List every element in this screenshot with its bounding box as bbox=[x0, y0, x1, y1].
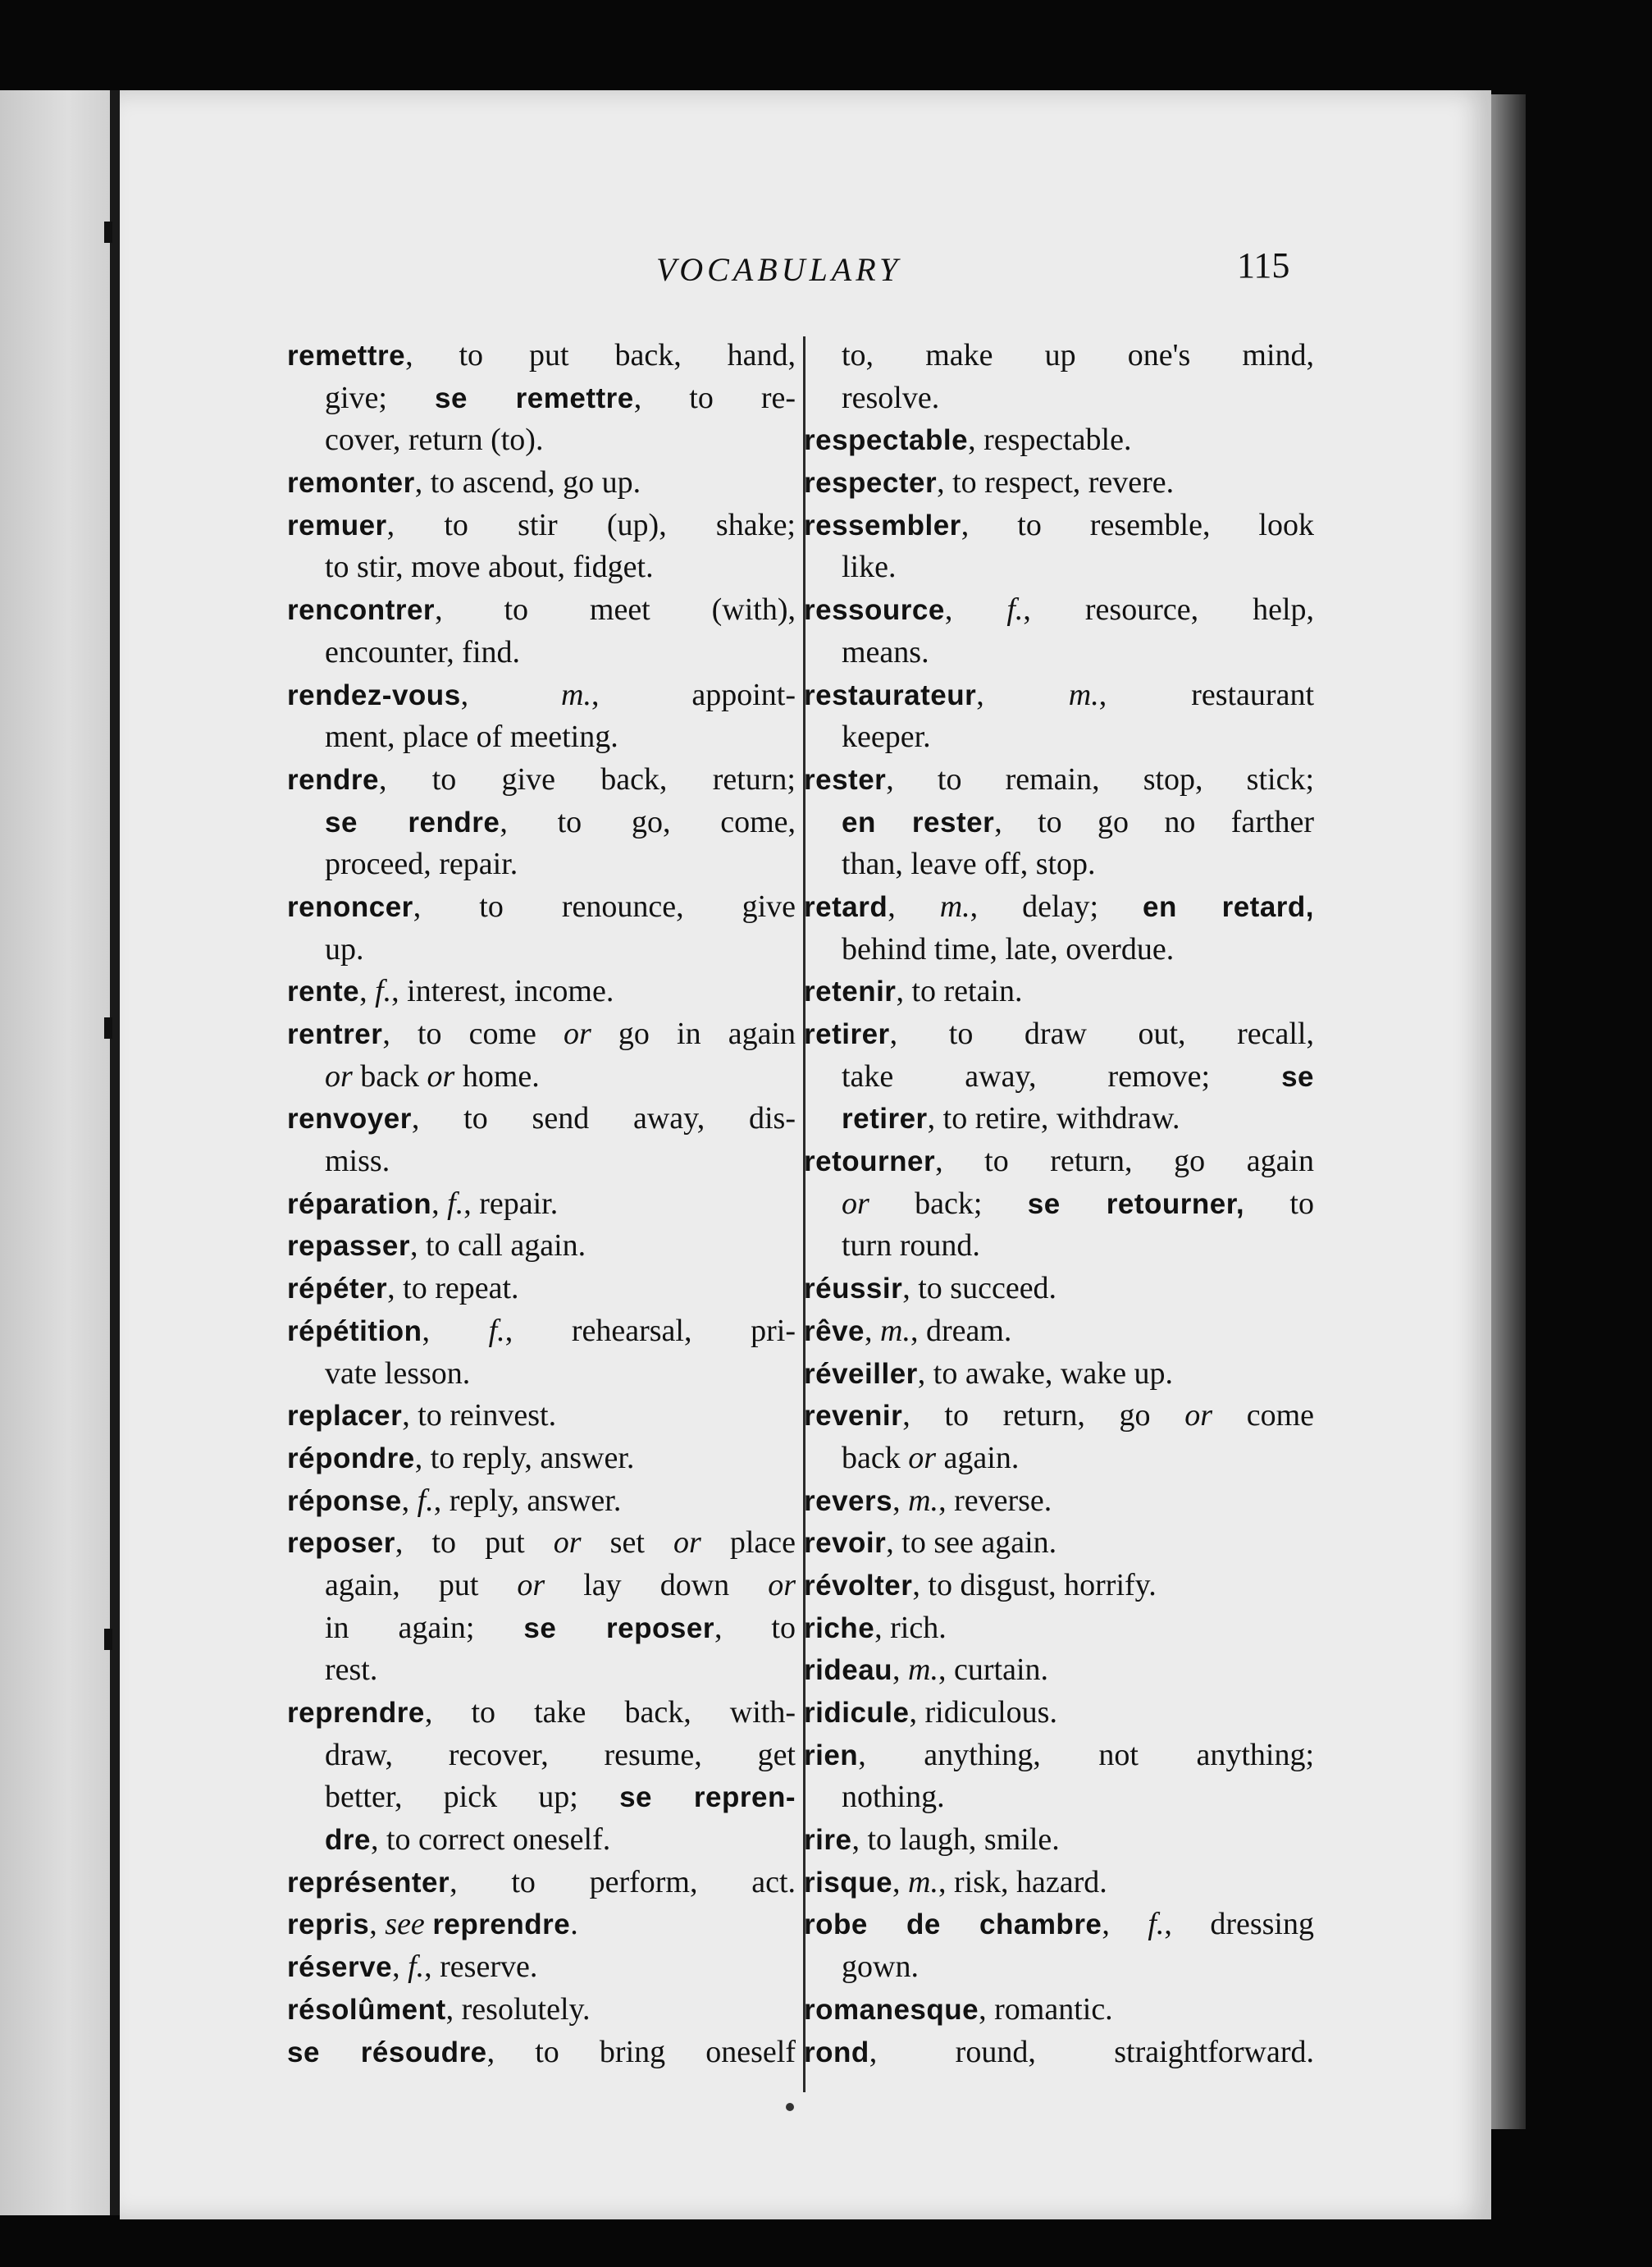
definition-text bbox=[425, 1907, 433, 1941]
entry-line bbox=[804, 1395, 1314, 1437]
entry-line bbox=[804, 1013, 1314, 1056]
definition-text: set bbox=[581, 1525, 673, 1561]
entry-line bbox=[287, 1946, 796, 1989]
entry-line bbox=[287, 335, 796, 377]
headword: répéter bbox=[287, 1273, 388, 1305]
definition-text: back; bbox=[869, 1186, 1028, 1221]
definition-text: , to reinvest. bbox=[402, 1398, 557, 1433]
entry-line bbox=[287, 462, 796, 505]
definition-text: up. bbox=[325, 931, 364, 967]
headword: reprendre bbox=[432, 1908, 571, 1941]
headword: romanesque bbox=[804, 1993, 979, 2026]
definition-text: better, pick up; bbox=[325, 1780, 620, 1815]
entry-line bbox=[287, 1607, 796, 1650]
entry-line bbox=[287, 1268, 796, 1310]
grammar-abbrev: m. bbox=[908, 1864, 938, 1899]
previous-page-edge bbox=[0, 90, 113, 2215]
definition-text: , to ascend, go up. bbox=[414, 465, 641, 500]
entry-line bbox=[287, 377, 796, 420]
entry-line bbox=[287, 1437, 796, 1480]
definition-text: again, put bbox=[325, 1567, 518, 1602]
entry-line bbox=[804, 886, 1314, 929]
headword: rester bbox=[804, 763, 887, 796]
definition-text: , to laugh, smile. bbox=[851, 1822, 1060, 1858]
definition-text: , to bring oneself bbox=[486, 2034, 796, 2069]
entry-line bbox=[804, 1183, 1314, 1226]
definition-text: , rehearsal, pri- bbox=[504, 1313, 796, 1348]
entry-line bbox=[804, 1522, 1314, 1565]
entry-line bbox=[804, 1904, 1314, 1946]
entry-line bbox=[287, 1565, 796, 1607]
definition-text: , to remain, stop, stick; bbox=[886, 761, 1314, 797]
definition-text: , to return, go again bbox=[935, 1144, 1314, 1179]
headword: rien bbox=[804, 1739, 859, 1771]
definition-text: , bbox=[1102, 1907, 1148, 1942]
headword: replacer bbox=[287, 1400, 403, 1433]
entry-line bbox=[287, 1819, 796, 1862]
grammar-abbrev: m. bbox=[880, 1313, 910, 1348]
headword: se retourner, bbox=[1027, 1187, 1245, 1220]
definition-text: , to put back, hand, bbox=[405, 338, 796, 373]
headword: remettre bbox=[287, 340, 406, 372]
entry-line bbox=[804, 802, 1314, 844]
definition-text: , repair. bbox=[463, 1186, 559, 1221]
entry-line bbox=[804, 1819, 1314, 1862]
definition-text: , reverse. bbox=[938, 1483, 1052, 1518]
binding-mark bbox=[104, 1017, 112, 1039]
definition-text: , to repeat. bbox=[387, 1271, 519, 1306]
definition-text: , bbox=[888, 889, 940, 924]
definition-text: ment, place of meeting. bbox=[325, 720, 618, 755]
headword: respectable bbox=[804, 424, 969, 457]
entry-line bbox=[287, 1310, 796, 1353]
definition-text: , bbox=[401, 1483, 418, 1518]
headword: se repren- bbox=[619, 1781, 796, 1814]
entry-line bbox=[804, 1056, 1314, 1099]
entry-line bbox=[287, 505, 796, 547]
definition-text: cover, return (to). bbox=[325, 423, 544, 458]
definition-text: , dream. bbox=[910, 1313, 1012, 1348]
book-gutter bbox=[110, 90, 120, 2215]
entry-line bbox=[804, 335, 1314, 377]
entry-line bbox=[287, 1776, 796, 1819]
headword: en retard, bbox=[1143, 890, 1314, 923]
grammar-abbrev: f. bbox=[417, 1483, 434, 1518]
headword: réussir bbox=[804, 1273, 903, 1305]
grammar-abbrev: or bbox=[842, 1186, 869, 1221]
definition-text: , dressing bbox=[1164, 1907, 1314, 1942]
definition-text: , respectable. bbox=[968, 423, 1132, 458]
entry-line bbox=[287, 546, 796, 589]
headword: rendre bbox=[287, 763, 379, 796]
headword: repris bbox=[287, 1908, 370, 1941]
print-speck bbox=[786, 2103, 794, 2111]
definition-text: encounter, find. bbox=[325, 634, 521, 670]
definition-text: vate lesson. bbox=[325, 1355, 471, 1391]
grammar-abbrev: m. bbox=[939, 889, 970, 924]
definition-text: , reply, answer. bbox=[433, 1483, 622, 1518]
definition-text: , to retain. bbox=[896, 974, 1023, 1009]
grammar-abbrev: or bbox=[673, 1525, 701, 1561]
entry-line bbox=[287, 802, 796, 844]
entry-line bbox=[804, 546, 1314, 589]
definition-text: , rich. bbox=[874, 1610, 947, 1645]
entry-line bbox=[804, 1225, 1314, 1268]
entry-line bbox=[804, 716, 1314, 759]
definition-text: , reserve. bbox=[424, 1949, 538, 1985]
definition-text: , round, straightforward. bbox=[869, 2034, 1314, 2069]
entry-line bbox=[804, 1565, 1314, 1607]
definition-text: , to stir (up), shake; bbox=[386, 507, 796, 542]
definition-text: give; bbox=[325, 380, 435, 415]
entry-line bbox=[287, 1183, 796, 1226]
entry-line bbox=[287, 843, 796, 886]
headword: réserve bbox=[287, 1951, 393, 1984]
definition-text: , to re- bbox=[633, 380, 796, 415]
grammar-abbrev: or bbox=[1184, 1398, 1213, 1433]
entry-line bbox=[804, 971, 1314, 1013]
entry-line bbox=[804, 1310, 1314, 1353]
headword: réveiller bbox=[804, 1357, 918, 1390]
entry-line bbox=[804, 1353, 1314, 1396]
grammar-abbrev: or bbox=[564, 1017, 591, 1051]
definition-text: , interest, income. bbox=[391, 974, 614, 1009]
definition-text: , to come bbox=[382, 1017, 564, 1051]
definition-text: , bbox=[422, 1313, 489, 1348]
definition-text: in again; bbox=[325, 1610, 524, 1645]
entry-line bbox=[804, 1480, 1314, 1523]
headword: retirer bbox=[842, 1103, 928, 1136]
entry-line bbox=[287, 1395, 796, 1437]
grammar-abbrev: f. bbox=[488, 1313, 505, 1348]
definition-text: , bbox=[392, 1949, 408, 1985]
entry-line bbox=[804, 377, 1314, 420]
definition-text: , bbox=[892, 1483, 909, 1518]
headword: se bbox=[1281, 1060, 1314, 1093]
definition-text: , to succeed. bbox=[902, 1271, 1057, 1306]
definition-text: to bbox=[1244, 1186, 1314, 1221]
headword: retenir bbox=[804, 976, 897, 1008]
headword: revenir bbox=[804, 1400, 903, 1433]
entry-line bbox=[287, 419, 796, 462]
definition-text: , to call again. bbox=[409, 1228, 586, 1264]
entry-line bbox=[804, 1862, 1314, 1904]
definition-text: back bbox=[352, 1058, 427, 1094]
headword: renoncer bbox=[287, 890, 413, 923]
headword: reprendre bbox=[287, 1697, 425, 1729]
definition-text: , resolutely. bbox=[445, 1991, 591, 2027]
entry-line bbox=[287, 716, 796, 759]
definition-text: , to respect, revere. bbox=[937, 465, 1175, 500]
grammar-abbrev: or bbox=[908, 1440, 937, 1475]
entry-line bbox=[287, 1735, 796, 1777]
headword: se reposer bbox=[523, 1611, 714, 1644]
definition-text: like. bbox=[842, 550, 897, 585]
headword: rêve bbox=[804, 1314, 865, 1347]
definition-text: to, make up one's mind, bbox=[842, 338, 1314, 373]
grammar-abbrev: or bbox=[517, 1567, 545, 1602]
entry-line bbox=[804, 843, 1314, 886]
entry-line bbox=[287, 1649, 796, 1692]
entry-line bbox=[804, 1437, 1314, 1480]
entry-line bbox=[804, 2032, 1314, 2074]
headword: riche bbox=[804, 1611, 875, 1644]
entry-line bbox=[804, 759, 1314, 802]
definition-text: to stir, move about, fidget. bbox=[325, 550, 654, 585]
entry-line bbox=[804, 1140, 1314, 1183]
definition-text: , to renounce, give bbox=[413, 889, 796, 924]
page-edge-shadow bbox=[1491, 94, 1526, 2129]
definition-text: , bbox=[865, 1313, 881, 1348]
entry-line bbox=[287, 1140, 796, 1183]
headword: repasser bbox=[287, 1230, 410, 1263]
headword: répondre bbox=[287, 1442, 415, 1474]
entry-line bbox=[287, 1225, 796, 1268]
definition-text: , bbox=[369, 1907, 386, 1942]
definition-text: resolve. bbox=[842, 380, 940, 415]
definition-text: . bbox=[570, 1907, 578, 1942]
definition-text: , to draw out, recall, bbox=[889, 1017, 1314, 1051]
definition-text: rest. bbox=[325, 1652, 378, 1688]
definition-text: come bbox=[1212, 1398, 1314, 1433]
definition-text: , bbox=[892, 1652, 909, 1688]
headword: retourner bbox=[804, 1145, 936, 1178]
definition-text: means. bbox=[842, 634, 929, 670]
grammar-abbrev: f. bbox=[375, 974, 392, 1009]
definition-text: , to put bbox=[395, 1525, 554, 1561]
right-column bbox=[804, 335, 1314, 2073]
headword: ridicule bbox=[804, 1697, 910, 1729]
entry-line bbox=[287, 1098, 796, 1140]
entry-line bbox=[287, 1013, 796, 1056]
definition-text: behind time, late, overdue. bbox=[842, 931, 1175, 967]
definition-text: , bbox=[892, 1864, 909, 1899]
definition-text: , to perform, act. bbox=[450, 1864, 796, 1899]
headword: rideau bbox=[804, 1654, 893, 1687]
entry-line bbox=[804, 1268, 1314, 1310]
definition-text: gown. bbox=[842, 1949, 919, 1985]
definition-text: , delay; bbox=[970, 889, 1143, 924]
headword: résolûment bbox=[287, 1993, 446, 2026]
running-title: VOCABULARY bbox=[656, 251, 902, 288]
definition-text: , to return, go bbox=[902, 1398, 1185, 1433]
definition-text: , romantic. bbox=[979, 1991, 1113, 2027]
headword: risque bbox=[804, 1866, 893, 1899]
headword: retirer bbox=[804, 1018, 890, 1050]
definition-text: , to bbox=[714, 1610, 796, 1645]
headword: représenter bbox=[287, 1866, 450, 1899]
definition-text: , bbox=[431, 1186, 448, 1221]
definition-text: , restaurant bbox=[1098, 677, 1314, 712]
definition-text: , to correct oneself. bbox=[370, 1822, 611, 1858]
entry-line bbox=[804, 462, 1314, 505]
grammar-abbrev: m. bbox=[908, 1483, 939, 1518]
binding-mark bbox=[104, 1629, 112, 1650]
grammar-abbrev: or bbox=[427, 1058, 455, 1094]
definition-text: , to take back, with- bbox=[424, 1695, 796, 1730]
headword: ressource bbox=[804, 594, 945, 627]
entry-line bbox=[287, 632, 796, 674]
definition-text: keeper. bbox=[842, 720, 931, 755]
headword: se remettre bbox=[435, 382, 634, 414]
left-column bbox=[287, 335, 796, 2073]
definition-text: lay down bbox=[545, 1567, 769, 1602]
entry-line bbox=[287, 674, 796, 717]
grammar-abbrev: or bbox=[768, 1567, 796, 1602]
entry-line bbox=[804, 674, 1314, 717]
grammar-abbrev: f. bbox=[408, 1949, 425, 1985]
definition-text: take away, remove; bbox=[842, 1058, 1282, 1094]
definition-text: , curtain. bbox=[938, 1652, 1049, 1688]
grammar-abbrev: m. bbox=[908, 1652, 938, 1688]
entry-line bbox=[287, 1522, 796, 1565]
headword: dre bbox=[325, 1824, 371, 1857]
entry-line bbox=[287, 2032, 796, 2074]
entry-line bbox=[804, 589, 1314, 632]
headword: revers bbox=[804, 1484, 893, 1517]
entry-line bbox=[804, 1607, 1314, 1650]
definition-text: back bbox=[842, 1440, 909, 1475]
definition-text: again. bbox=[936, 1440, 1020, 1475]
headword: restaurateur bbox=[804, 679, 977, 711]
headword: rond bbox=[804, 2036, 869, 2068]
grammar-abbrev: or bbox=[325, 1058, 353, 1094]
headword: se résoudre bbox=[287, 2036, 487, 2068]
definition-text: , to disgust, horrify. bbox=[912, 1567, 1157, 1602]
definition-text: , to go no farther bbox=[994, 804, 1314, 839]
definition-text: than, leave off, stop. bbox=[842, 847, 1096, 882]
definition-text: home. bbox=[454, 1058, 540, 1094]
entry-line bbox=[804, 1946, 1314, 1989]
entry-line bbox=[804, 505, 1314, 547]
definition-text: nothing. bbox=[842, 1780, 945, 1815]
entry-line bbox=[804, 1649, 1314, 1692]
entry-line bbox=[287, 589, 796, 632]
headword: rendez-vous bbox=[287, 679, 461, 711]
headword: revoir bbox=[804, 1527, 887, 1560]
definition-text: miss. bbox=[325, 1144, 390, 1179]
definition-text: turn round. bbox=[842, 1228, 980, 1264]
entry-line bbox=[287, 886, 796, 929]
headword: rire bbox=[804, 1824, 852, 1857]
headword: se rendre bbox=[325, 806, 500, 839]
entry-line bbox=[804, 419, 1314, 462]
entry-line bbox=[287, 1353, 796, 1396]
definition-text: , anything, not anything; bbox=[858, 1737, 1314, 1772]
definition-text: , ridiculous. bbox=[909, 1695, 1057, 1730]
headword: rente bbox=[287, 976, 360, 1008]
headword: reposer bbox=[287, 1527, 395, 1560]
headword: retard bbox=[804, 890, 888, 923]
grammar-abbrev: m. bbox=[1068, 677, 1099, 712]
headword: réponse bbox=[287, 1484, 402, 1517]
headword: rentrer bbox=[287, 1018, 383, 1050]
entry-line bbox=[287, 759, 796, 802]
definition-text: , to see again. bbox=[886, 1525, 1057, 1561]
definition-text: go in again bbox=[591, 1017, 796, 1051]
definition-text: , bbox=[460, 677, 562, 712]
definition-text: , to reply, answer. bbox=[414, 1440, 635, 1475]
definition-text: draw, recover, resume, get bbox=[325, 1737, 796, 1772]
entry-line bbox=[287, 1692, 796, 1735]
entry-line bbox=[804, 632, 1314, 674]
entry-line bbox=[804, 1098, 1314, 1140]
entry-line bbox=[287, 1480, 796, 1523]
headword: robe de chambre bbox=[804, 1908, 1102, 1941]
definition-text: , to give back, return; bbox=[378, 761, 796, 797]
entry-line bbox=[287, 1056, 796, 1099]
grammar-abbrev: f. bbox=[447, 1186, 464, 1221]
page-number: 115 bbox=[1237, 245, 1290, 286]
binding-mark bbox=[104, 222, 112, 243]
headword: remonter bbox=[287, 467, 415, 500]
headword: révolter bbox=[804, 1569, 913, 1602]
definition-text: , to awake, wake up. bbox=[917, 1355, 1174, 1391]
definition-text: place bbox=[701, 1525, 796, 1561]
definition-text: , resource, help, bbox=[1023, 592, 1314, 628]
entry-line bbox=[804, 1692, 1314, 1735]
grammar-abbrev: f. bbox=[1148, 1907, 1165, 1942]
entry-line bbox=[287, 929, 796, 971]
definition-text: proceed, repair. bbox=[325, 847, 518, 882]
definition-text: , to send away, dis- bbox=[411, 1101, 796, 1136]
definition-text: , to go, come, bbox=[500, 804, 796, 839]
grammar-abbrev: or bbox=[553, 1525, 582, 1561]
grammar-abbrev: m. bbox=[561, 677, 591, 712]
definition-text: , to resemble, look bbox=[961, 507, 1314, 542]
headword: réparation bbox=[287, 1187, 432, 1220]
entry-line bbox=[287, 971, 796, 1013]
definition-text: , bbox=[944, 592, 1007, 628]
headword: ressembler bbox=[804, 509, 961, 542]
grammar-abbrev: see bbox=[385, 1907, 425, 1942]
entry-line bbox=[287, 1904, 796, 1946]
entry-line bbox=[804, 1735, 1314, 1777]
grammar-abbrev: f. bbox=[1006, 592, 1024, 628]
headword: renvoyer bbox=[287, 1103, 412, 1136]
definition-text: , appoint- bbox=[591, 677, 796, 712]
headword: remuer bbox=[287, 509, 387, 542]
headword: en rester bbox=[842, 806, 995, 839]
headword: rencontrer bbox=[287, 594, 436, 627]
entry-line bbox=[287, 1989, 796, 2032]
headword: respecter bbox=[804, 467, 938, 500]
entry-line bbox=[804, 1989, 1314, 2032]
entry-line bbox=[804, 929, 1314, 971]
entry-line bbox=[804, 1776, 1314, 1819]
definition-text: , bbox=[359, 974, 376, 1009]
headword: répétition bbox=[287, 1314, 422, 1347]
definition-text: , to retire, withdraw. bbox=[927, 1101, 1180, 1136]
definition-text: , risk, hazard. bbox=[938, 1864, 1107, 1899]
entry-line bbox=[287, 1862, 796, 1904]
definition-text: , bbox=[976, 677, 1069, 712]
definition-text: , to meet (with), bbox=[435, 592, 796, 628]
